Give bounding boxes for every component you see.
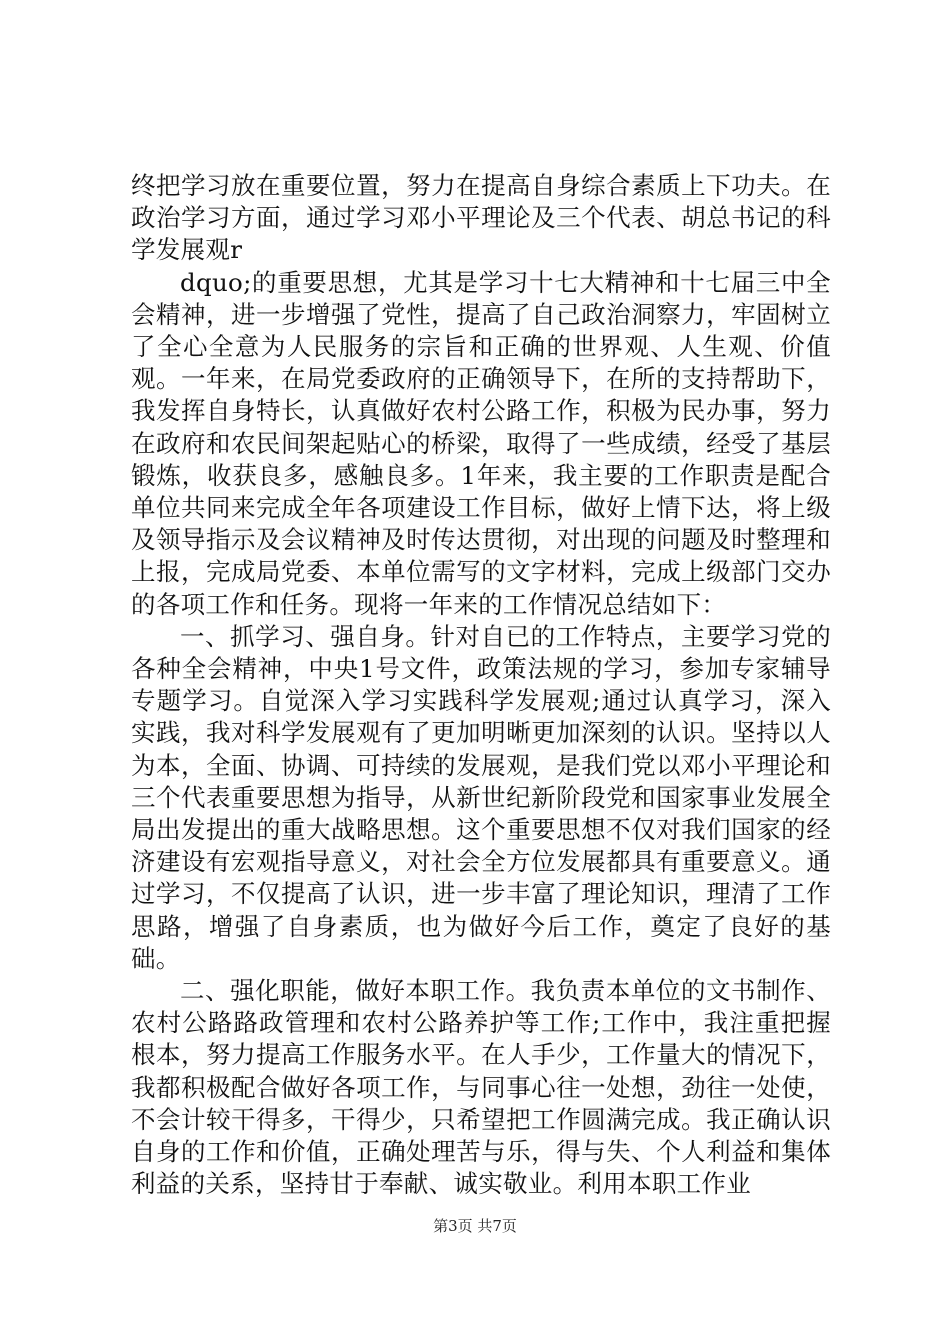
page-number-label: 第3页 共7页 (433, 1217, 517, 1235)
paragraph-3: 一、抓学习、强自身。针对自已的工作特点，主要学习党的各种全会精神，中央1号文件，政策法规的学习，参加专家辅导专题学习。自觉深入学习实践科学发展观;通过认真学习，深入实践，我对科学发展观有了更加明晰更加深刻的认识。坚持以人为本，全面、协调、可持续的发展观，是我们党以邓小平理论和三个代表重要思想为指导，从新世纪新阶段党和国家事业发展全局出发提出的重大战略思想。这个重要思想不仅对我们国家的经济建设有宏观指导意义，对社会全方位发展都具有重要意义。通过学习，不仅提高了认识，进一步丰富了理论知识，理清了工作思路，增强了自身素质，也为做好今后工作，奠定了良好的基础。 (131, 621, 831, 973)
page-footer (0, 1216, 950, 1236)
paragraph-4: 二、强化职能，做好本职工作。我负责本单位的文书制作、农村公路路政管理和农村公路养护等工作;工作中，我注重把握根本，努力提高工作服务水平。在人手少，工作量大的情况下，我都积极配合做好各项工作，与同事心往一处想，劲往一处使，不会计较干得多，干得少，只希望把工作圆满完成。我正确认识自身的工作和价值，正确处理苦与乐，得与失、个人利益和集体利益的关系，坚持甘于奉献、诚实敬业。利用本职工作业 (131, 976, 831, 1199)
paragraph-1: 终把学习放在重要位置，努力在提高自身综合素质上下功夫。在政治学习方面，通过学习邓小平理论及三个代表、胡总书记的科学发展观r (131, 171, 831, 265)
paragraph-2: dquo;的重要思想，尤其是学习十七大精神和十七届三中全会精神，进一步增强了党性，提高了自己政治洞察力，牢固树立了全心全意为人民服务的宗旨和正确的世界观、人生观、价值观。一年来，在局党委政府的正确领导下，在所的支持帮助下，我发挥自身特长，认真做好农村公路工作，积极为民办事，努力在政府和农民间架起贴心的桥梁，取得了一些成绩，经受了基层锻炼，收获良多，感触良多。1年来，我主要的工作职责是配合单位共同来完成全年各项建设工作目标，做好上情下达，将上级及领导指示及会议精神及时传达贯彻，对出现的问题及时整理和上报，完成局党委、本单位需写的文字材料，完成上级部门交办的各项工作和任务。现将一年来的工作情况总结如下： (131, 267, 831, 619)
document-body (131, 170, 831, 1201)
